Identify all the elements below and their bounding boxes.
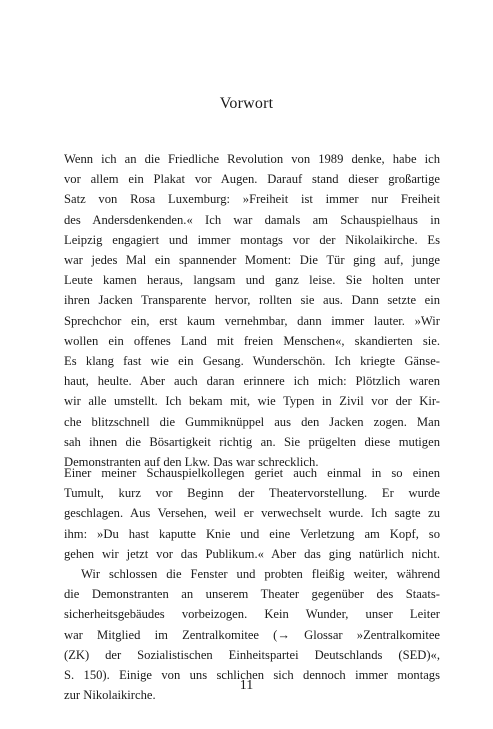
text-line: geschlagen. Aus Versehen, weil er verwechselt wurde. Ich sagte zu [64,506,440,521]
text-line: wir alle umstellt. Ich bekam mit, wie Typen in Zivil vor der Kir- [64,394,440,409]
text-line: des Andersdenkenden.« Ich war damals am Schauspielhaus in [64,212,440,227]
text-line: Satz von Rosa Luxemburg: »Freiheit ist immer nur Freiheit [64,192,440,207]
text-line: Einer meiner Schauspielkollegen geriet auch einmal in so einen [64,466,440,480]
text-line: S. 150). Einige von uns schlichen sich dennoch immer montags [64,668,440,683]
text-line: che blitzschnell die Gummiknüppel aus den Jacken zogen. Man [64,414,440,429]
text-line: war Mitglied im Zentralkomitee (→ Glossar »Zentralkomitee [64,627,440,642]
page-number: 11 [239,678,254,693]
text-line: gehen wir jetzt vor das Publikum.« Aber das ging natürlich nicht. [64,546,440,561]
text-line: wollen ein offenes Land mit freien Menschen«, skandierten sie. [64,333,440,348]
text-line: sicherheitsgebäudes vorbeizogen. Kein Wunder, unser Leiter [64,607,440,622]
paragraph-2 [64,463,440,705]
page-title: Vorwort [219,95,274,112]
text-line: war jedes Mal ein spannender Moment: Die Tür ging auf, junge [64,253,440,268]
text-line: Demonstranten auf den Lkw. Das war schrecklich. [64,455,319,470]
text-line: ihren Jacken Transparente hervor, rollten sie aus. Dann setzte ein [64,293,440,308]
text-line: die Demonstranten an unserem Theater gegenüber des Staats- [64,587,440,602]
text-line: Es klang fast wie ein Gesang. Wunderschön. Ich kriegte Gänse- [64,354,440,369]
text-line: ihm: »Du hast kaputte Knie und eine Verletzung am Kopf, so [64,526,440,541]
text-line: Tumult, kurz vor Beginn der Theatervorstellung. Er wurde [64,486,440,501]
text-line: Leipzig engagiert und immer montags vor der Nikolaikirche. Es [64,232,440,247]
text-line: Sprechchor ein, erst kaum vernehmbar, dann immer lauter. »Wir [64,313,440,328]
text-line: Wir schlossen die Fenster und probten fleißig weiter, während [81,567,440,582]
text-line: sah ihnen die Bösartigkeit richtig an. Sie prügelten diese mutigen [64,434,440,449]
paragraph-1 [64,149,440,472]
text-line: vor allem ein Plakat vor Augen. Darauf stand dieser großartige [64,172,440,187]
text-line: (ZK) der Sozialistischen Einheitspartei Deutschlands (SED)«, [64,647,440,662]
text-line: zur Nikolaikirche. [64,688,156,703]
text-line: Leute kamen heraus, langsam und ganz leise. Sie holten unter [64,273,440,288]
text-line: Wenn ich an die Friedliche Revolution von 1989 denke, habe ich [64,152,440,166]
text-line: haut, heulte. Aber auch daran erinnere ich mich: Plötzlich waren [64,374,440,389]
